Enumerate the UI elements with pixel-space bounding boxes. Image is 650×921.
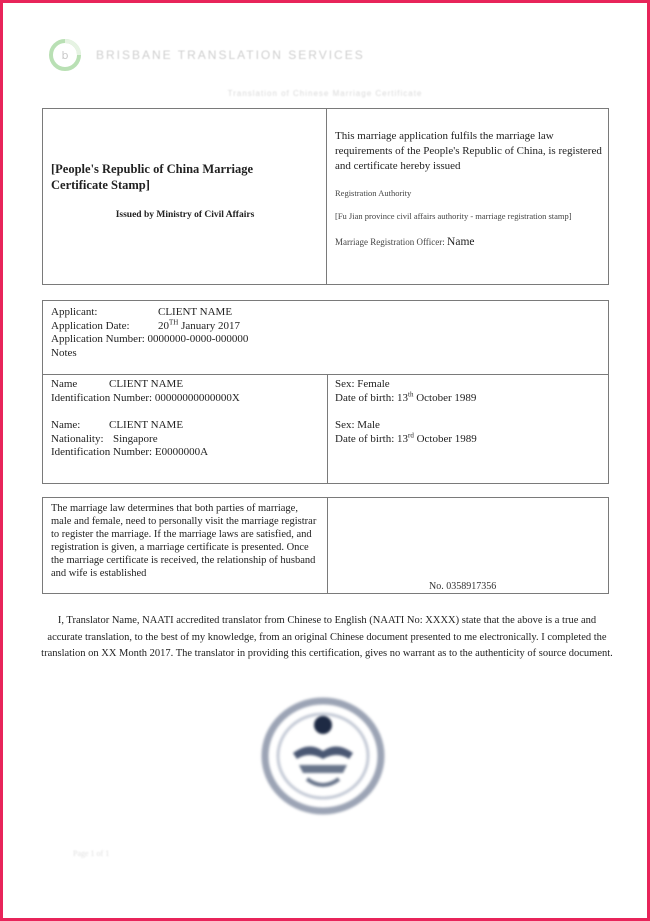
fulfils-statement: This marriage application fulfils the marriage law requirements of the People's Republic of China, is registered and certificate hereby issued	[335, 130, 602, 172]
person2-name-row	[51, 419, 321, 433]
letterhead	[48, 37, 365, 73]
person2-nationality-label: Nationality:	[51, 432, 104, 445]
persons-left	[51, 378, 321, 460]
stamp-title: [People's Republic of China Marriage Certificate Stamp]	[51, 162, 254, 192]
date-month-year: January 2017	[181, 319, 241, 332]
marriage-law-box	[42, 497, 609, 594]
person1-name-value: CLIENT NAME	[109, 378, 184, 390]
person1-dob-label: Date of birth:	[335, 391, 395, 404]
person1-dob	[335, 389, 605, 406]
notes-row	[51, 347, 248, 361]
applicant-row	[51, 306, 248, 320]
person2-dob-label: Date of birth:	[335, 432, 395, 445]
translator-statement: I, Translator Name, NAATI accredited translator from Chinese to English (NAATI No: XXXX) state that the above is a true and accurate translation, to the best of my knowledge, from an original Chinese document presented to me electronically. I completed the translation on XX Month 2017. The translator in providing this certification, gives no warrant as to the authenticity of source document.	[41, 615, 613, 659]
person1-name-label: Name	[51, 378, 78, 390]
applicant-label: Applicant:	[51, 306, 98, 318]
person1-id-value: 00000000000000X	[154, 391, 240, 404]
law-column-divider	[327, 498, 328, 593]
column-divider	[327, 374, 328, 484]
application-number-label: Application Number:	[51, 333, 145, 345]
person1-dob-day: 13	[397, 391, 409, 404]
page-footer: Page 1 of 1	[73, 849, 110, 858]
person1-sex: Sex: Female	[335, 378, 390, 390]
issued-by: Issued by Ministry of Civil Affairs	[115, 210, 255, 220]
certificate-stamp-box	[42, 108, 609, 285]
officer-name: Name	[447, 236, 475, 248]
person2-id-label: Identification Number:	[51, 446, 153, 458]
registration-authority-label: Registration Authority	[335, 188, 412, 198]
application-number-value: 0000000-0000-000000	[147, 333, 249, 345]
person2-dob-month-year: October 1989	[416, 432, 477, 445]
person2-dob-suffix: rd	[408, 430, 414, 439]
persons-right	[335, 378, 605, 446]
officer-label: Marriage Registration Officer:	[335, 237, 445, 247]
person1-name-row	[51, 378, 321, 392]
registration-authority-value: [Fu Jian province civil affairs authority - marriage registration stamp]	[335, 211, 572, 221]
application-number-row	[51, 333, 248, 347]
registration-column	[335, 129, 603, 248]
company-logo-icon	[48, 38, 82, 72]
person2-dob	[335, 430, 605, 447]
person2-name-label: Name:	[51, 419, 81, 431]
certificate-number: No. 0358917356	[429, 581, 497, 592]
application-info	[51, 306, 248, 360]
date-day: 20	[158, 319, 169, 332]
document-subheader: Translation of Chinese Marriage Certificate	[227, 89, 423, 98]
person1-id-row	[51, 392, 321, 406]
person2-nationality-row	[51, 433, 321, 447]
stamp-column	[43, 109, 327, 284]
company-name: BRISBANE TRANSLATION SERVICES	[96, 48, 365, 62]
svg-text:b: b	[61, 49, 69, 62]
person1-dob-suffix: th	[408, 389, 414, 398]
application-date-label: Application Date:	[51, 319, 130, 332]
marriage-law-text: The marriage law determines that both parties of marriage, male and female, need to personally visit the marriage registrar to register the marriage. If the marriage laws are satisfied, and registration is given, a marriage certificate is presented. Once the marriage certificate is received, the relationship of husband and wife is established	[51, 503, 317, 579]
date-suffix: TH	[169, 317, 179, 326]
person2-sex: Sex: Male	[335, 419, 380, 431]
person2-id-row	[51, 446, 321, 460]
applicant-value: CLIENT NAME	[158, 306, 233, 318]
registration-officer	[335, 236, 603, 248]
official-seal-icon	[259, 695, 387, 817]
section-divider	[43, 374, 608, 375]
document-page	[3, 3, 647, 918]
application-date-value	[158, 317, 241, 334]
notes-label: Notes	[51, 346, 77, 359]
person2-dob-day: 13	[397, 432, 409, 445]
person2-id-value: E0000000A	[154, 446, 209, 458]
application-box	[42, 300, 609, 484]
person2-name-value: CLIENT NAME	[109, 419, 184, 431]
person1-id-label: Identification Number:	[51, 391, 153, 404]
application-date-row	[51, 317, 248, 334]
person1-dob-month-year: October 1989	[416, 391, 477, 404]
person2-nationality-value: Singapore	[113, 432, 158, 445]
